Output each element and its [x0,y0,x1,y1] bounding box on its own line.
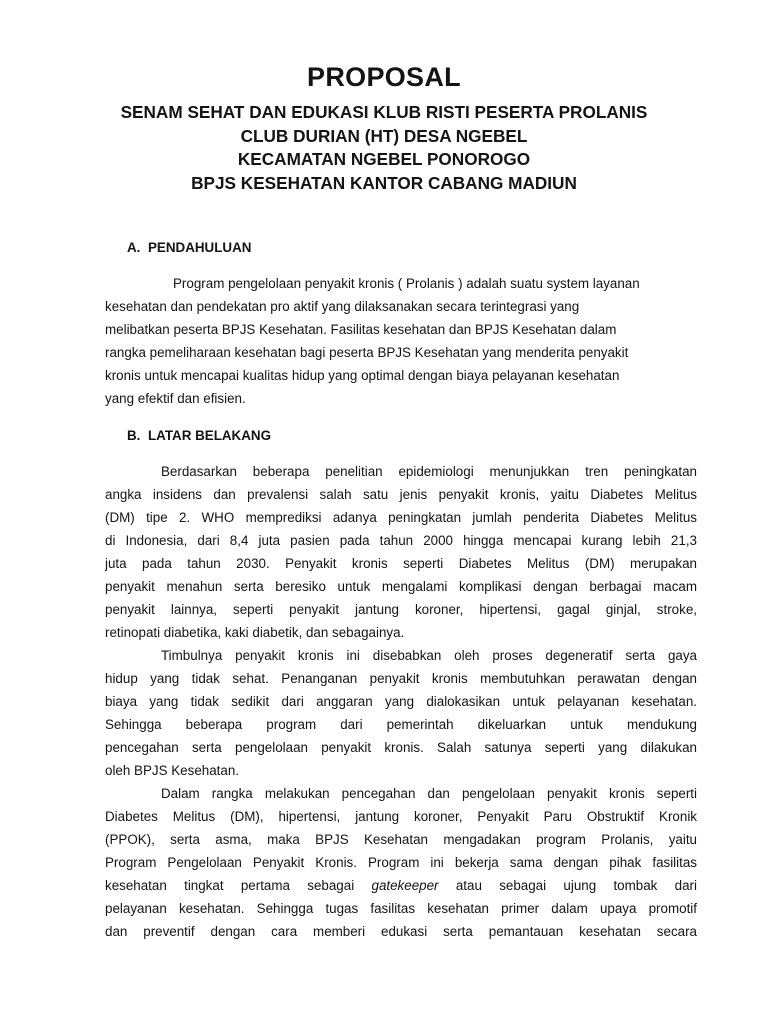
text-line: kesehatan dan pendekatan pro aktif yang dilaksanakan secara terintegrasi yang [105,299,580,314]
text-line: kronis untuk mencapai kualitas hidup yang optimal dengan biaya pelayanan kesehatan [105,368,620,383]
text-line: retinopati diabetika, kaki diabetik, dan sebagainya. [105,625,405,640]
section-b-paragraph-1 [105,460,697,644]
text-line: Dalam rangka melakukan pencegahan dan pengelolaan penyakit kronis seperti [161,786,697,801]
text-segment: atau sebagai ujung tombak dari [455,878,697,893]
text-segment: kesehatan tingkat pertama sebagai [105,878,355,893]
text-line: pencegahan serta pengelolaan penyakit kronis. Salah satunya seperti yang dilakukan [105,740,697,755]
text-line: (DM) tipe 2. WHO memprediksi adanya peningkatan jumlah penderita Diabetes Melitus [105,510,697,525]
document-title: PROPOSAL [307,62,461,92]
text-line: Sehingga beberapa program dari pemerintah dikeluarkan untuk mendukung [105,717,697,732]
text-line: Program pengelolaan penyakit kronis ( Prolanis ) adalah suatu system layanan [173,276,640,291]
section-a-letter: A. [127,240,141,255]
section-a-paragraph [105,272,697,410]
text-line: di Indonesia, dari 8,4 juta pasien pada tahun 2000 hingga mencapai kurang lebih 21,3 [105,533,697,548]
subtitle-line: BPJS KESEHATAN KANTOR CABANG MADIUN [191,172,577,193]
section-b-paragraph-3 [105,782,697,943]
text-line: dan preventif dengan cara memberi edukasi serta pemantauan kesehatan secara [105,924,697,939]
text-line: juta pada tahun 2030. Penyakit kronis seperti Diabetes Melitus (DM) merupakan [105,556,697,571]
subtitle-line: CLUB DURIAN (HT) DESA NGEBEL [240,125,528,146]
section-b-heading [127,427,271,445]
section-a-title: PENDAHULUAN [148,240,252,255]
text-line: (PPOK), serta asma, maka BPJS Kesehatan mengadakan program Prolanis, yaitu [105,832,697,847]
text-line: oleh BPJS Kesehatan. [105,763,239,778]
document-subtitle [40,101,728,195]
text-line: penyakit menahun serta beresiko untuk mengalami komplikasi dengan berbagai macam [105,579,697,594]
text-line [105,874,697,897]
text-line: melibatkan peserta BPJS Kesehatan. Fasilitas kesehatan dan BPJS Kesehatan dalam [105,322,617,337]
section-b-title: LATAR BELAKANG [148,428,271,443]
text-line: biaya yang tidak sedikit dari anggaran yang dialokasikan untuk pelayanan kesehatan. [105,694,697,709]
section-b-letter: B. [127,428,141,443]
text-line: pelayanan kesehatan. Sehingga tugas fasilitas kesehatan primer dalam upaya promotif [105,901,697,916]
subtitle-line: SENAM SEHAT DAN EDUKASI KLUB RISTI PESERTA PROLANIS [120,102,648,122]
subtitle-line: KECAMATAN NGEBEL PONOROGO [237,149,531,170]
text-line: angka insidens dan prevalensi salah satu jenis penyakit kronis, yaitu Diabetes Melitus [105,487,697,502]
text-line: Timbulnya penyakit kronis ini disebabkan oleh proses degeneratif serta gaya [161,648,697,663]
text-line: Diabetes Melitus (DM), hipertensi, jantung koroner, Penyakit Paru Obstruktif Kronik [105,809,697,824]
section-b-paragraph-2 [105,644,697,782]
emphasized-term: gatekeeper [371,878,439,893]
text-line: Program Pengelolaan Penyakit Kronis. Program ini bekerja sama dengan pihak fasilitas [105,855,697,870]
text-line: rangka pemeliharaan kesehatan bagi peserta BPJS Kesehatan yang menderita penyakit [105,345,629,360]
text-line: penyakit lainnya, seperti penyakit jantung koroner, hipertensi, gagal ginjal, stroke, [105,602,697,617]
text-line: Berdasarkan beberapa penelitian epidemiologi menunjukkan tren peningkatan [161,464,697,479]
text-line: yang efektif dan efisien. [105,391,246,406]
text-line: hidup yang tidak sehat. Penanganan penyakit kronis membutuhkan perawatan dengan [105,671,697,686]
section-a-heading [127,239,251,257]
